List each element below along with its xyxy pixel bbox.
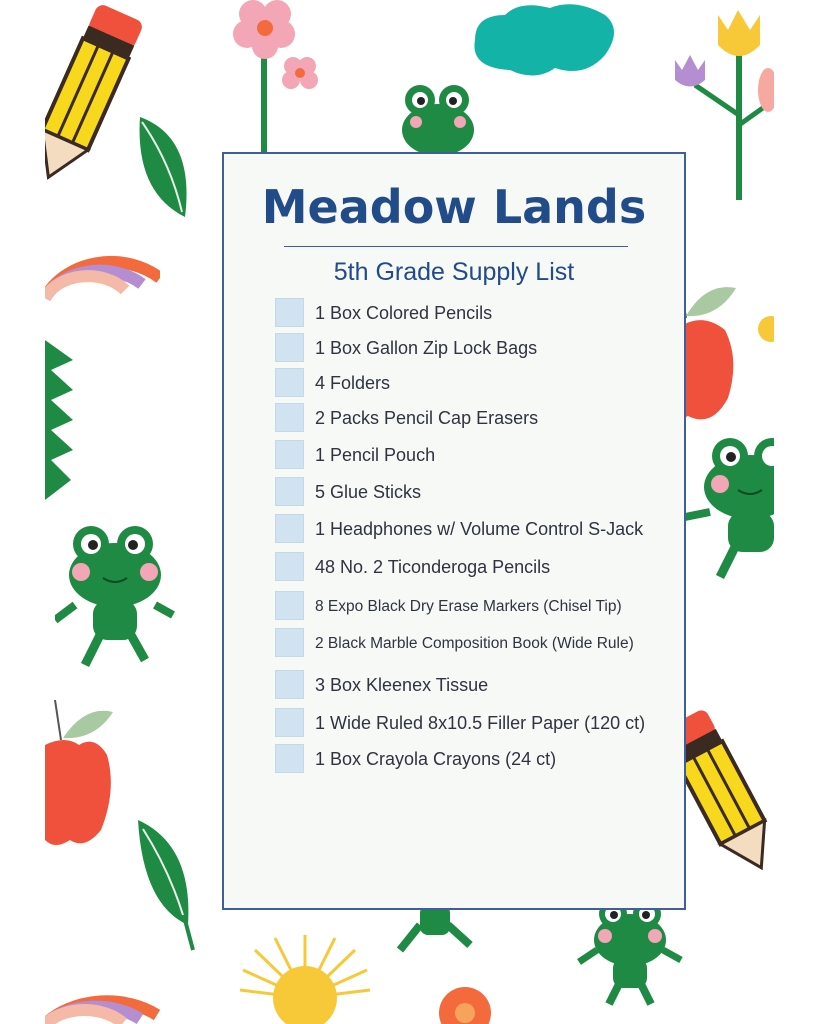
item-label: 1 Pencil Pouch: [315, 445, 436, 465]
item-label: 2 Black Marble Composition Book (Wide Rule): [315, 635, 634, 652]
title-divider: [284, 246, 628, 247]
school-title: Meadow Lands: [261, 180, 647, 234]
item-label: 1 Headphones w/ Volume Control S-Jack: [315, 519, 644, 539]
checkbox[interactable]: [275, 477, 304, 506]
checkbox[interactable]: [275, 708, 304, 737]
item-label: 4 Folders: [315, 373, 391, 393]
frog-icon: [390, 905, 480, 965]
checkbox[interactable]: [275, 552, 304, 581]
leaf-icon: [130, 112, 200, 222]
frog-icon: [390, 82, 485, 157]
checkbox[interactable]: [275, 298, 304, 327]
item-label: 1 Box Crayola Crayons (24 ct): [315, 749, 557, 769]
checkbox[interactable]: [275, 670, 304, 699]
checkbox[interactable]: [275, 591, 304, 620]
checkbox[interactable]: [275, 628, 304, 657]
checkbox[interactable]: [275, 333, 304, 362]
rainbow-icon: [45, 228, 160, 303]
cloud-icon: [465, 0, 625, 80]
checkbox[interactable]: [275, 440, 304, 469]
item-label: 2 Packs Pencil Cap Erasers: [315, 408, 539, 428]
frog-icon: [55, 520, 175, 670]
fern-icon: [45, 340, 75, 500]
checkbox[interactable]: [275, 368, 304, 397]
item-label: 1 Wide Ruled 8x10.5 Filler Paper (120 ct): [315, 713, 646, 733]
flower-icon: [757, 312, 774, 346]
checkbox[interactable]: [275, 514, 304, 543]
poster-background: [45, 0, 774, 1024]
frog-icon: [575, 900, 685, 1010]
frog-icon: [680, 432, 774, 582]
item-label: 1 Box Gallon Zip Lock Bags: [315, 338, 538, 358]
item-label: 5 Glue Sticks: [315, 482, 422, 502]
item-label: 1 Box Colored Pencils: [315, 303, 493, 323]
apple-icon: [45, 700, 125, 850]
checkbox[interactable]: [275, 744, 304, 773]
item-label: 3 Box Kleenex Tissue: [315, 675, 489, 695]
flower-icon: [225, 0, 335, 160]
leaf-icon: [133, 815, 203, 955]
flower-icon: [430, 985, 500, 1024]
rainbow-icon: [45, 955, 160, 1024]
supply-list-card: [222, 152, 686, 910]
checkbox[interactable]: [275, 403, 304, 432]
list-subtitle: 5th Grade Supply List: [333, 258, 575, 286]
item-label: 8 Expo Black Dry Erase Markers (Chisel Tip): [315, 598, 622, 615]
item-label: 48 No. 2 Ticonderoga Pencils: [315, 557, 551, 577]
sun-icon: [235, 930, 375, 1024]
